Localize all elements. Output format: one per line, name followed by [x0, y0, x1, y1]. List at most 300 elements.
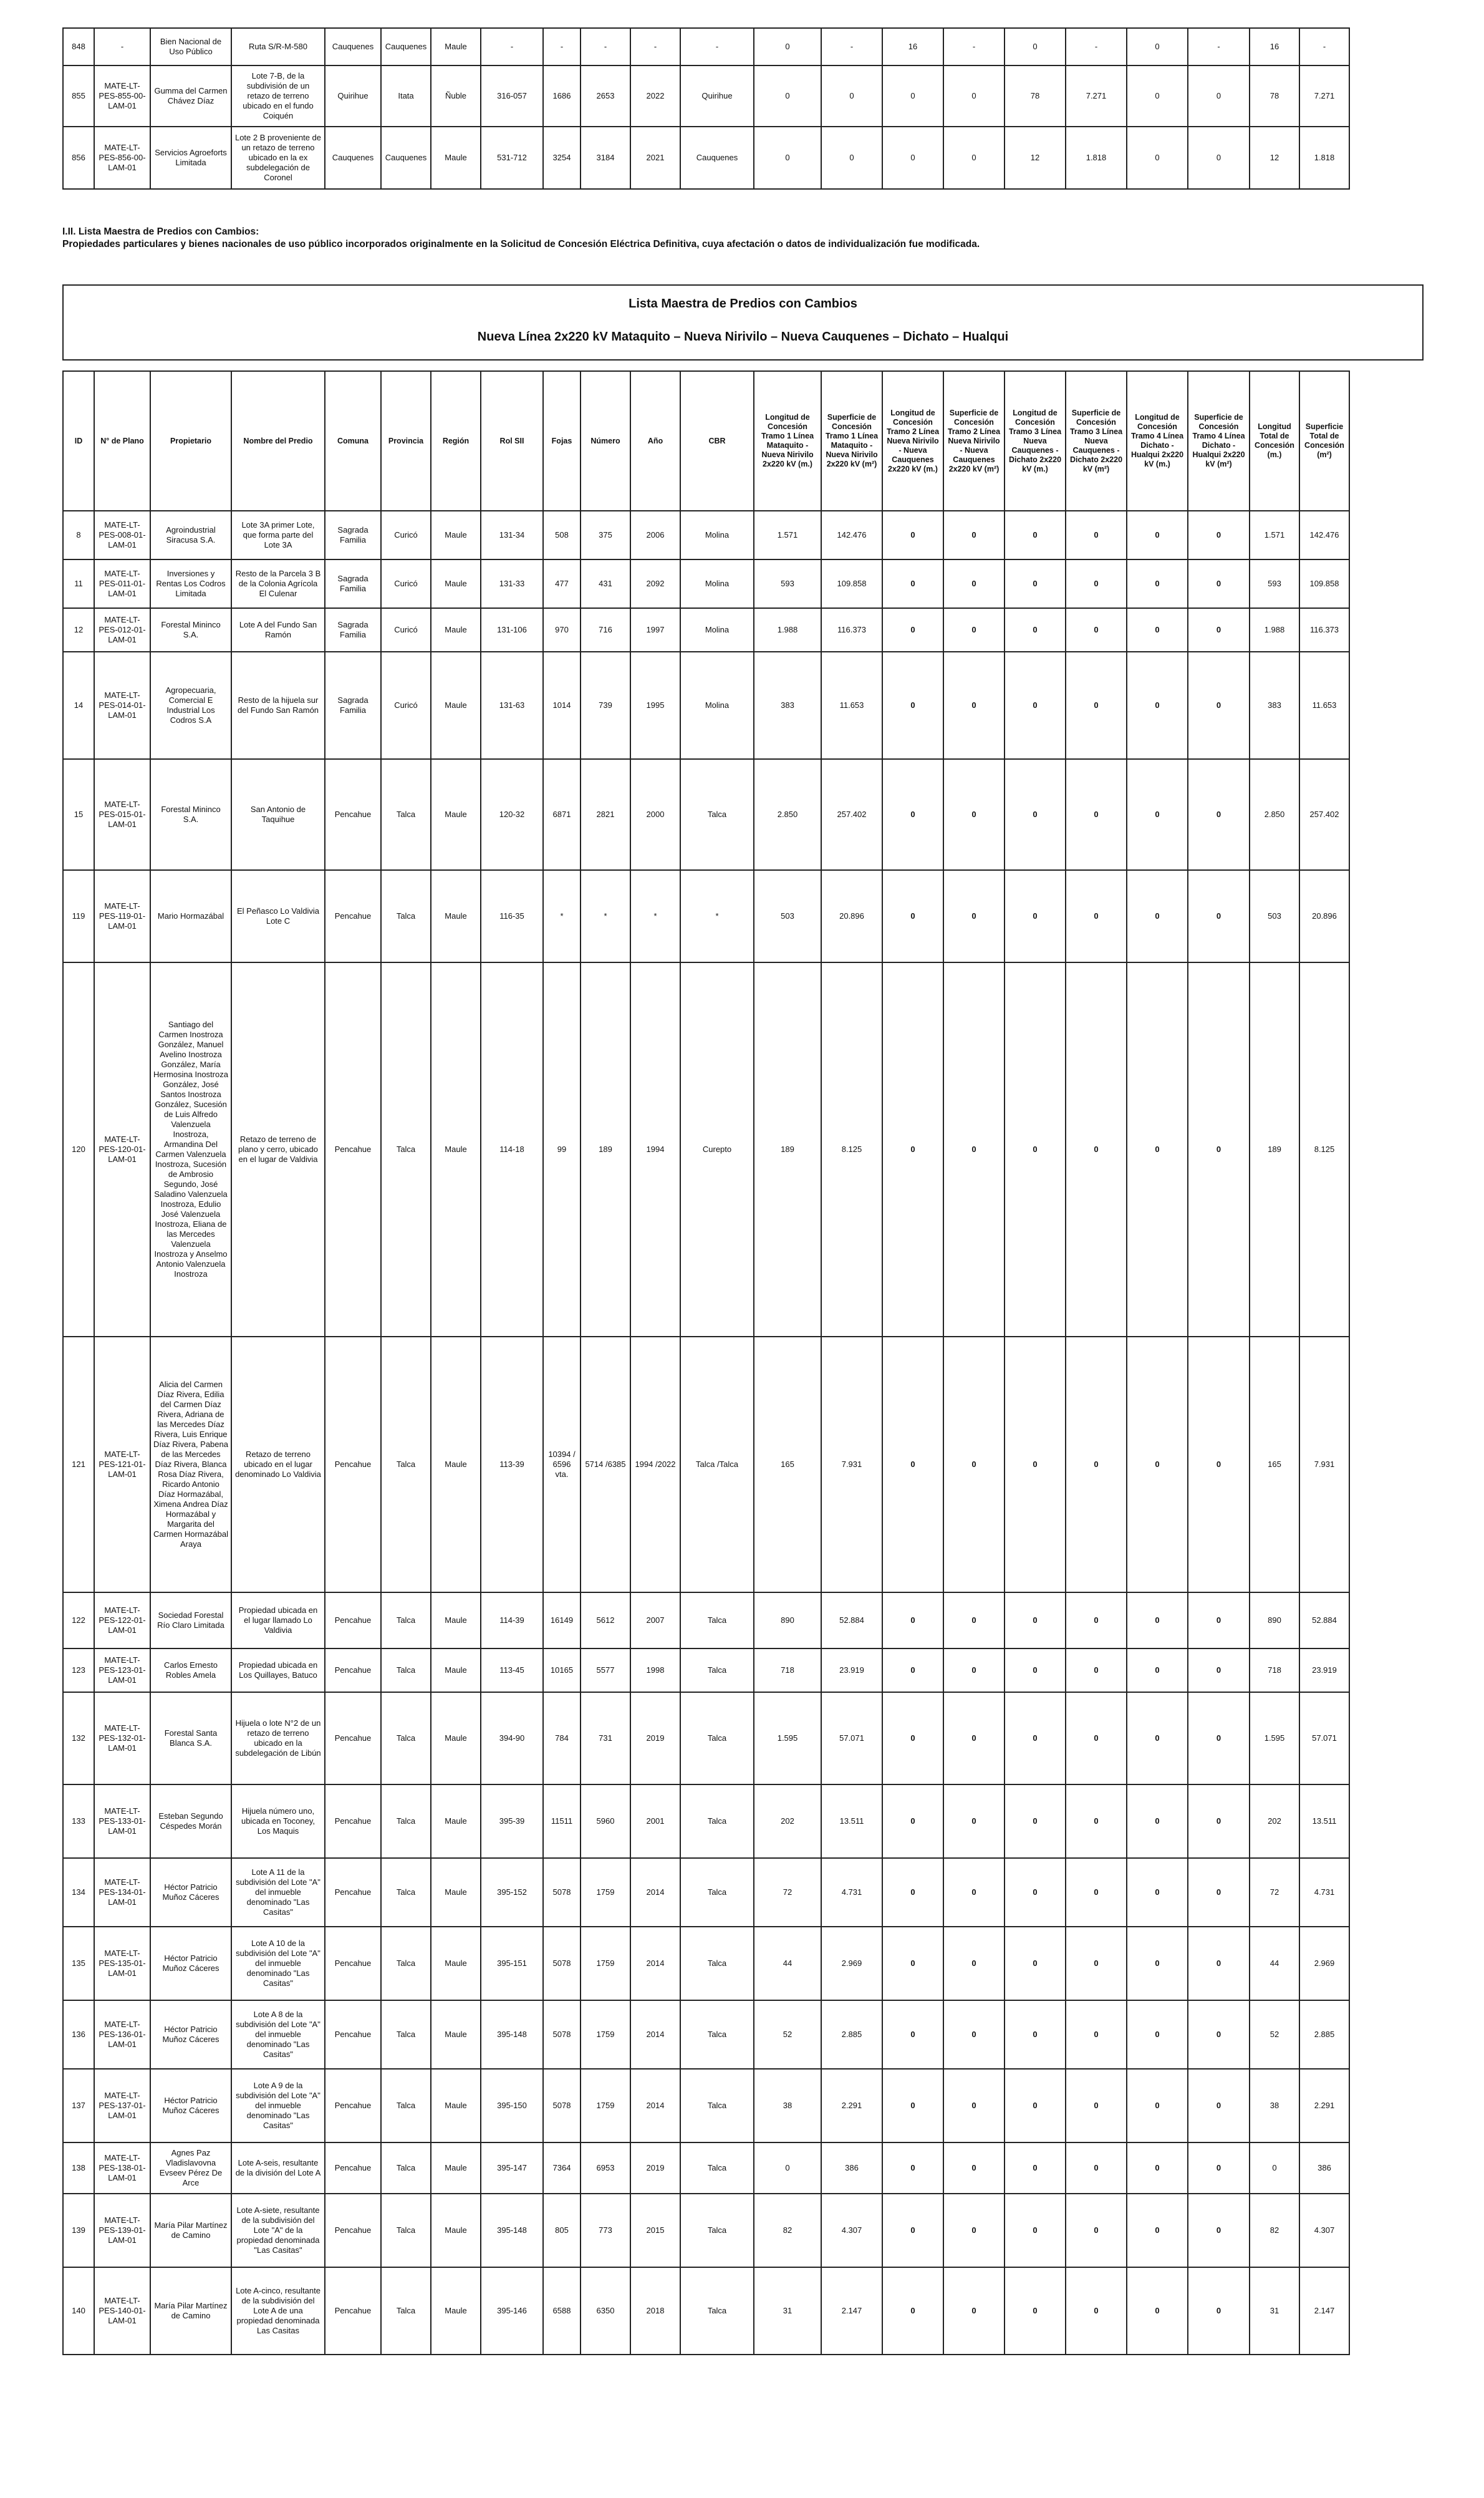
cell-region: Ñuble	[431, 65, 481, 127]
cell-lt: 78	[1250, 65, 1299, 127]
header-rol: Rol SII	[481, 371, 543, 511]
cell-l4: 0	[1127, 1692, 1188, 1784]
cell-s3: 7.271	[1066, 65, 1127, 127]
cell-propietario: Forestal Mininco S.A.	[150, 759, 231, 870]
cell-provincia: Talca	[381, 1692, 431, 1784]
cell-anio: 2015	[630, 2194, 680, 2267]
cell-s4: -	[1188, 28, 1250, 65]
cell-numero: 431	[581, 559, 630, 608]
cell-fojas: 11511	[543, 1784, 581, 1858]
cell-lt: 2.850	[1250, 759, 1299, 870]
previous-page-table	[62, 27, 1350, 190]
cell-plano: MATE-LT-PES-133-01-LAM-01	[94, 1784, 150, 1858]
cell-fojas: 10165	[543, 1648, 581, 1692]
cell-fojas: 10394 / 6596 vta.	[543, 1337, 581, 1592]
cell-region: Maule	[431, 28, 481, 65]
cell-numero: 773	[581, 2194, 630, 2267]
cell-plano: MATE-LT-PES-139-01-LAM-01	[94, 2194, 150, 2267]
header-cbr: CBR	[680, 371, 754, 511]
cell-comuna: Pencahue	[325, 759, 381, 870]
cell-l4: 0	[1127, 1592, 1188, 1648]
header-provincia: Provincia	[381, 371, 431, 511]
cell-s4: 0	[1188, 1927, 1250, 2000]
table-row	[63, 127, 1349, 189]
cell-s4: 0	[1188, 559, 1250, 608]
cell-lt: 1.571	[1250, 511, 1299, 559]
cell-region: Maule	[431, 759, 481, 870]
cell-rol: 395-148	[481, 2000, 543, 2069]
cell-id: 138	[63, 2142, 94, 2194]
header-anio: Año	[630, 371, 680, 511]
cell-l1: 593	[754, 559, 821, 608]
cell-s2: 0	[943, 65, 1005, 127]
cell-comuna: Pencahue	[325, 870, 381, 962]
cell-comuna: Pencahue	[325, 1692, 381, 1784]
cell-comuna: Quirihue	[325, 65, 381, 127]
cell-region: Maule	[431, 1784, 481, 1858]
cell-anio: 2022	[630, 65, 680, 127]
table-row	[63, 1648, 1349, 1692]
cell-comuna: Cauquenes	[325, 127, 381, 189]
cell-numero: 739	[581, 652, 630, 759]
cell-s1: 2.147	[821, 2267, 882, 2355]
cell-st: 116.373	[1299, 608, 1349, 652]
cell-l4: 0	[1127, 1927, 1188, 2000]
cell-comuna: Pencahue	[325, 2142, 381, 2194]
cell-s3: 0	[1066, 1337, 1127, 1592]
cell-l2: 0	[882, 2000, 943, 2069]
header-numero: Número	[581, 371, 630, 511]
cell-propietario: Forestal Santa Blanca S.A.	[150, 1692, 231, 1784]
table-row	[63, 511, 1349, 559]
cell-s2: -	[943, 28, 1005, 65]
cell-st: -	[1299, 28, 1349, 65]
cell-st: 142.476	[1299, 511, 1349, 559]
cell-nombre: Lote 7-B, de la subdivisión de un retazo de terreno ubicado en el fundo Coiquén	[231, 65, 325, 127]
cell-lt: 44	[1250, 1927, 1299, 2000]
cell-st: 2.291	[1299, 2069, 1349, 2142]
cell-fojas: 805	[543, 2194, 581, 2267]
cell-rol: 394-90	[481, 1692, 543, 1784]
cell-s2: 0	[943, 1784, 1005, 1858]
cell-st: 2.969	[1299, 1927, 1349, 2000]
cell-l2: 0	[882, 127, 943, 189]
cell-cbr: Talca	[680, 1858, 754, 1927]
cell-lt: 165	[1250, 1337, 1299, 1592]
cell-l1: 2.850	[754, 759, 821, 870]
cell-provincia: Talca	[381, 1858, 431, 1927]
cell-lt: 12	[1250, 127, 1299, 189]
cell-s3: 1.818	[1066, 127, 1127, 189]
cell-s3: 0	[1066, 608, 1127, 652]
cell-comuna: Pencahue	[325, 1648, 381, 1692]
cell-l2: 0	[882, 1784, 943, 1858]
header-lt: Longitud Total de Concesión (m.)	[1250, 371, 1299, 511]
cell-l2: 0	[882, 962, 943, 1337]
cell-s1: -	[821, 28, 882, 65]
cell-numero: 6350	[581, 2267, 630, 2355]
cell-provincia: Talca	[381, 2069, 431, 2142]
cell-l3: 0	[1005, 1648, 1066, 1692]
cell-lt: 16	[1250, 28, 1299, 65]
cell-l3: 0	[1005, 2267, 1066, 2355]
cell-fojas: 6871	[543, 759, 581, 870]
cell-propietario: Héctor Patricio Muñoz Cáceres	[150, 2069, 231, 2142]
cell-s4: 0	[1188, 1858, 1250, 1927]
cell-s3: 0	[1066, 2267, 1127, 2355]
cell-s3: 0	[1066, 511, 1127, 559]
cell-propietario: Carlos Ernesto Robles Amela	[150, 1648, 231, 1692]
cell-s4: 0	[1188, 608, 1250, 652]
cell-id: 119	[63, 870, 94, 962]
cell-rol: 395-152	[481, 1858, 543, 1927]
table-row	[63, 559, 1349, 608]
cell-plano: MATE-LT-PES-011-01-LAM-01	[94, 559, 150, 608]
cell-fojas: 99	[543, 962, 581, 1337]
cell-plano: MATE-LT-PES-015-01-LAM-01	[94, 759, 150, 870]
cell-propietario: Gumma del Carmen Chávez Díaz	[150, 65, 231, 127]
cell-s2: 0	[943, 511, 1005, 559]
cell-comuna: Pencahue	[325, 2194, 381, 2267]
cell-anio: 1994 /2022	[630, 1337, 680, 1592]
cell-id: 135	[63, 1927, 94, 2000]
cell-propietario: Héctor Patricio Muñoz Cáceres	[150, 1858, 231, 1927]
master-list-subtitle: Nueva Línea 2x220 kV Mataquito – Nueva Nirivilo – Nueva Cauquenes – Dichato – Hualqui	[477, 330, 1009, 344]
cell-nombre: Resto de la hijuela sur del Fundo San Ramón	[231, 652, 325, 759]
cell-rol: 131-106	[481, 608, 543, 652]
cell-id: 848	[63, 28, 94, 65]
cell-numero: 3184	[581, 127, 630, 189]
cell-l4: 0	[1127, 1784, 1188, 1858]
cell-s3: 0	[1066, 2000, 1127, 2069]
cell-l2: 0	[882, 511, 943, 559]
cell-s1: 4.731	[821, 1858, 882, 1927]
cell-cbr: -	[680, 28, 754, 65]
cell-anio: 1995	[630, 652, 680, 759]
cell-s2: 0	[943, 127, 1005, 189]
cell-cbr: Talca	[680, 759, 754, 870]
cell-l1: 1.988	[754, 608, 821, 652]
cell-anio: 2021	[630, 127, 680, 189]
table-row	[63, 1692, 1349, 1784]
cell-nombre: Ruta S/R-M-580	[231, 28, 325, 65]
cell-l2: 0	[882, 2267, 943, 2355]
cell-plano: MATE-LT-PES-014-01-LAM-01	[94, 652, 150, 759]
cell-l3: 0	[1005, 962, 1066, 1337]
cell-l1: 82	[754, 2194, 821, 2267]
table-row	[63, 608, 1349, 652]
cell-s1: 2.969	[821, 1927, 882, 2000]
cell-region: Maule	[431, 1927, 481, 2000]
header-l2: Longitud de Concesión Tramo 2 Línea Nueva Nirivilo - Nueva Cauquenes 2x220 kV (m.)	[882, 371, 943, 511]
cell-cbr: Talca	[680, 2267, 754, 2355]
cell-id: 11	[63, 559, 94, 608]
cell-numero: 716	[581, 608, 630, 652]
cell-s4: 0	[1188, 1784, 1250, 1858]
cell-lt: 72	[1250, 1858, 1299, 1927]
cell-id: 123	[63, 1648, 94, 1692]
cell-plano: MATE-LT-PES-136-01-LAM-01	[94, 2000, 150, 2069]
cell-l3: 0	[1005, 2000, 1066, 2069]
cell-propietario: Santiago del Carmen Inostroza González, Manuel Avelino Inostroza González, María Hermosina Inostroza González, José Santos Inostroza González, Sucesión de Luis Alfredo Valenzuela Inostroza, Armandina Del Carmen Valenzuela Inostroza, Sucesión de Ambrosio Segundo, José Saladino Valenzuela Inostroza, Edulio José Valenzuela Inostroza, Eliana de las Mercedes Valenzuela Inostroza y Anselmo Antonio Valenzuela Inostroza	[150, 962, 231, 1337]
cell-numero: 6953	[581, 2142, 630, 2194]
cell-nombre: Resto de la Parcela 3 B de la Colonia Agrícola El Culenar	[231, 559, 325, 608]
header-s4: Superficie de Concesión Tramo 4 Línea Dichato - Hualqui 2x220 kV (m²)	[1188, 371, 1250, 511]
cell-numero: 2653	[581, 65, 630, 127]
cell-nombre: Lote A 10 de la subdivisión del Lote "A" del inmueble denominado "Las Casitas"	[231, 1927, 325, 2000]
table-row	[63, 2069, 1349, 2142]
cell-provincia: Cauquenes	[381, 127, 431, 189]
cell-lt: 52	[1250, 2000, 1299, 2069]
cell-region: Maule	[431, 127, 481, 189]
header-comuna: Comuna	[325, 371, 381, 511]
cell-l3: 0	[1005, 28, 1066, 65]
cell-cbr: Molina	[680, 652, 754, 759]
table-row	[63, 2000, 1349, 2069]
header-nombre: Nombre del Predio	[231, 371, 325, 511]
cell-region: Maule	[431, 870, 481, 962]
cell-l4: 0	[1127, 962, 1188, 1337]
cell-propietario: Agroindustrial Siracusa S.A.	[150, 511, 231, 559]
cell-st: 109.858	[1299, 559, 1349, 608]
cell-id: 136	[63, 2000, 94, 2069]
cell-l3: 0	[1005, 870, 1066, 962]
cell-provincia: Curicó	[381, 608, 431, 652]
cell-s1: 13.511	[821, 1784, 882, 1858]
cell-s4: 0	[1188, 2267, 1250, 2355]
cell-cbr: Talca	[680, 2142, 754, 2194]
cell-id: 132	[63, 1692, 94, 1784]
cell-lt: 189	[1250, 962, 1299, 1337]
table-row	[63, 28, 1349, 65]
cell-l2: 0	[882, 559, 943, 608]
cell-anio: 2006	[630, 511, 680, 559]
cell-s2: 0	[943, 1592, 1005, 1648]
cell-plano: MATE-LT-PES-122-01-LAM-01	[94, 1592, 150, 1648]
cell-cbr: Talca	[680, 2069, 754, 2142]
cell-l4: 0	[1127, 28, 1188, 65]
cell-plano: MATE-LT-PES-121-01-LAM-01	[94, 1337, 150, 1592]
cell-l4: 0	[1127, 2142, 1188, 2194]
cell-l2: 0	[882, 608, 943, 652]
cell-provincia: Talca	[381, 1784, 431, 1858]
cell-fojas: 508	[543, 511, 581, 559]
cell-nombre: Propiedad ubicada en Los Quillayes, Batuco	[231, 1648, 325, 1692]
cell-lt: 202	[1250, 1784, 1299, 1858]
cell-id: 856	[63, 127, 94, 189]
cell-l4: 0	[1127, 1648, 1188, 1692]
cell-fojas: 3254	[543, 127, 581, 189]
cell-provincia: Talca	[381, 1648, 431, 1692]
cell-cbr: Talca	[680, 1592, 754, 1648]
cell-id: 122	[63, 1592, 94, 1648]
cell-st: 1.818	[1299, 127, 1349, 189]
cell-s4: 0	[1188, 1692, 1250, 1784]
cell-s2: 0	[943, 1927, 1005, 2000]
cell-nombre: Retazo de terreno de plano y cerro, ubicado en el lugar de Valdivia	[231, 962, 325, 1337]
cell-id: 134	[63, 1858, 94, 1927]
cell-numero: 189	[581, 962, 630, 1337]
cell-s1: 52.884	[821, 1592, 882, 1648]
cell-l2: 0	[882, 1858, 943, 1927]
cell-plano: MATE-LT-PES-140-01-LAM-01	[94, 2267, 150, 2355]
cell-nombre: Lote 2 B proveniente de un retazo de terreno ubicado en la ex subdelegación de Coronel	[231, 127, 325, 189]
cell-cbr: Talca /Talca	[680, 1337, 754, 1592]
cell-propietario: Servicios Agroeforts Limitada	[150, 127, 231, 189]
cell-id: 855	[63, 65, 94, 127]
cell-nombre: Lote A 11 de la subdivisión del Lote "A" del inmueble denominado "Las Casitas"	[231, 1858, 325, 1927]
cell-l3: 0	[1005, 1927, 1066, 2000]
cell-nombre: El Peñasco Lo Valdivia Lote C	[231, 870, 325, 962]
cell-l4: 0	[1127, 2069, 1188, 2142]
cell-l2: 0	[882, 870, 943, 962]
cell-s1: 8.125	[821, 962, 882, 1337]
cell-s1: 20.896	[821, 870, 882, 962]
cell-s2: 0	[943, 759, 1005, 870]
table-row	[63, 1784, 1349, 1858]
cell-l4: 0	[1127, 1337, 1188, 1592]
cell-l3: 0	[1005, 1337, 1066, 1592]
cell-lt: 593	[1250, 559, 1299, 608]
cell-region: Maule	[431, 511, 481, 559]
header-l4: Longitud de Concesión Tramo 4 Línea Dichato - Hualqui 2x220 kV (m.)	[1127, 371, 1188, 511]
cell-region: Maule	[431, 1337, 481, 1592]
table-row	[63, 2142, 1349, 2194]
cell-l4: 0	[1127, 65, 1188, 127]
cell-l4: 0	[1127, 870, 1188, 962]
cell-lt: 1.595	[1250, 1692, 1299, 1784]
section-subtitle: Propiedades particulares y bienes nacionales de uso público incorporados originalmente en la Solicitud de Concesión Eléctrica Definitiva, cuya afectación o datos de individualización fue modificada.	[62, 239, 980, 249]
cell-s3: 0	[1066, 1692, 1127, 1784]
cell-propietario: Héctor Patricio Muñoz Cáceres	[150, 2000, 231, 2069]
cell-rol: 113-45	[481, 1648, 543, 1692]
cell-rol: 131-33	[481, 559, 543, 608]
cell-id: 121	[63, 1337, 94, 1592]
cell-fojas: 1686	[543, 65, 581, 127]
cell-plano: MATE-LT-PES-856-00-LAM-01	[94, 127, 150, 189]
cell-s3: 0	[1066, 652, 1127, 759]
cell-rol: 395-146	[481, 2267, 543, 2355]
header-propietario: Propietario	[150, 371, 231, 511]
cell-s1: 257.402	[821, 759, 882, 870]
cell-provincia: Talca	[381, 962, 431, 1337]
cell-propietario: Agropecuaria, Comercial E Industrial Los Codros S.A	[150, 652, 231, 759]
cell-l4: 0	[1127, 1858, 1188, 1927]
cell-s2: 0	[943, 962, 1005, 1337]
cell-id: 137	[63, 2069, 94, 2142]
cell-plano: MATE-LT-PES-132-01-LAM-01	[94, 1692, 150, 1784]
cell-propietario: María Pilar Martínez de Camino	[150, 2194, 231, 2267]
cell-l4: 0	[1127, 759, 1188, 870]
cell-anio: 2014	[630, 1927, 680, 2000]
cell-rol: 316-057	[481, 65, 543, 127]
cell-id: 15	[63, 759, 94, 870]
cell-l3: 0	[1005, 652, 1066, 759]
cell-id: 120	[63, 962, 94, 1337]
cell-anio: 2092	[630, 559, 680, 608]
cell-provincia: Talca	[381, 870, 431, 962]
cell-s4: 0	[1188, 2194, 1250, 2267]
cell-l1: 718	[754, 1648, 821, 1692]
cell-region: Maule	[431, 2142, 481, 2194]
cell-provincia: Curicó	[381, 559, 431, 608]
cell-l3: 78	[1005, 65, 1066, 127]
cell-cbr: Cauquenes	[680, 127, 754, 189]
cell-rol: 131-34	[481, 511, 543, 559]
cell-s2: 0	[943, 2194, 1005, 2267]
cell-st: 257.402	[1299, 759, 1349, 870]
cell-plano: MATE-LT-PES-138-01-LAM-01	[94, 2142, 150, 2194]
cell-l1: 165	[754, 1337, 821, 1592]
cell-fojas: 1014	[543, 652, 581, 759]
table-row	[63, 1592, 1349, 1648]
cell-s3: 0	[1066, 870, 1127, 962]
cell-propietario: Bien Nacional de Uso Público	[150, 28, 231, 65]
cell-region: Maule	[431, 2267, 481, 2355]
cell-anio: 2019	[630, 1692, 680, 1784]
cell-anio: 2014	[630, 2069, 680, 2142]
table-header-row	[63, 371, 1349, 511]
cell-numero: 375	[581, 511, 630, 559]
cell-l1: 72	[754, 1858, 821, 1927]
cell-s3: 0	[1066, 1927, 1127, 2000]
table-row	[63, 870, 1349, 962]
section-heading	[62, 226, 1434, 251]
cell-propietario: Forestal Mininco S.A.	[150, 608, 231, 652]
cell-fojas: 970	[543, 608, 581, 652]
cell-rol: 531-712	[481, 127, 543, 189]
cell-s2: 0	[943, 652, 1005, 759]
cell-l3: 0	[1005, 2069, 1066, 2142]
cell-l1: 38	[754, 2069, 821, 2142]
cell-l1: 383	[754, 652, 821, 759]
cell-nombre: Hijuela o lote N°2 de un retazo de terreno ubicado en la subdelegación de Libún	[231, 1692, 325, 1784]
cell-fojas: 5078	[543, 1858, 581, 1927]
cell-l3: 0	[1005, 1692, 1066, 1784]
cell-propietario: Alicia del Carmen Díaz Rivera, Edilia del Carmen Díaz Rivera, Adriana de las Mercedes Díaz Rivera, Luis Enrique Díaz Rivera, Pabena de las Mercedes Díaz Rivera, Blanca Rosa Díaz Rivera, Ricardo Antonio Díaz Hormazábal, Ximena Andrea Díaz Hormazábal y Margarita del Carmen Hormazábal Araya	[150, 1337, 231, 1592]
cell-provincia: Talca	[381, 759, 431, 870]
cell-fojas: -	[543, 28, 581, 65]
header-fojas: Fojas	[543, 371, 581, 511]
cell-cbr: Talca	[680, 1648, 754, 1692]
cell-s4: 0	[1188, 2000, 1250, 2069]
cell-anio: 2001	[630, 1784, 680, 1858]
cell-s4: 0	[1188, 759, 1250, 870]
cell-anio: 2000	[630, 759, 680, 870]
cell-comuna: Cauquenes	[325, 28, 381, 65]
cell-rol: 131-63	[481, 652, 543, 759]
cell-propietario: Mario Hormazábal	[150, 870, 231, 962]
cell-provincia: Talca	[381, 2194, 431, 2267]
cell-s1: 23.919	[821, 1648, 882, 1692]
cell-st: 8.125	[1299, 962, 1349, 1337]
cell-st: 386	[1299, 2142, 1349, 2194]
cell-s2: 0	[943, 870, 1005, 962]
section-title: I.II. Lista Maestra de Predios con Cambios:	[62, 226, 259, 237]
cell-l1: 202	[754, 1784, 821, 1858]
cell-comuna: Sagrada Familia	[325, 559, 381, 608]
cell-numero: 5960	[581, 1784, 630, 1858]
cell-lt: 38	[1250, 2069, 1299, 2142]
cell-s1: 11.653	[821, 652, 882, 759]
cell-cbr: Talca	[680, 2000, 754, 2069]
cell-l1: 890	[754, 1592, 821, 1648]
cell-fojas: 6588	[543, 2267, 581, 2355]
cell-l1: 52	[754, 2000, 821, 2069]
cell-s1: 7.931	[821, 1337, 882, 1592]
cell-s4: 0	[1188, 1337, 1250, 1592]
cell-cbr: *	[680, 870, 754, 962]
